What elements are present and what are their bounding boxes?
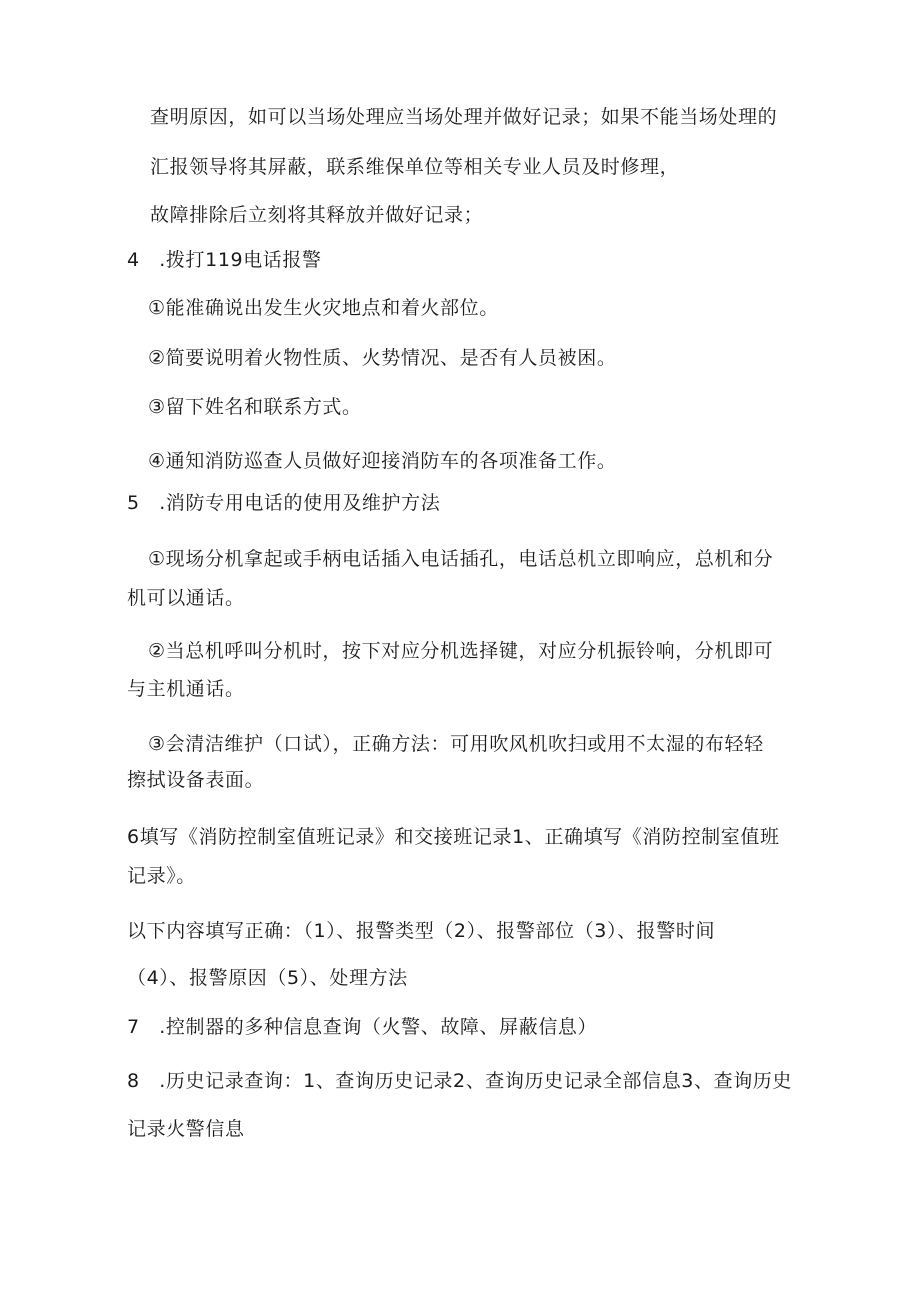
section-heading: 4 .拨打119电话报警 (127, 249, 322, 271)
section-heading-continuation: 记录火警信息 (127, 1118, 245, 1140)
list-item: ②简要说明着火物性质、火势情况、是否有人员被困。 (148, 347, 617, 369)
paragraph-line: 查明原因，如可以当场处理应当场处理并做好记录；如果不能当场处理的 (150, 106, 778, 128)
list-item: ③会清洁维护（口试），正确方法：可用吹风机吹扫或用不太湿的布轻轻 (148, 733, 764, 755)
list-item: ④通知消防巡查人员做好迎接消防车的各项准备工作。 (148, 450, 617, 472)
paragraph-line: 故障排除后立刻将其释放并做好记录； (150, 204, 484, 226)
paragraph-line: 汇报领导将其屏蔽，联系维保单位等相关专业人员及时修理， (150, 156, 680, 178)
list-item: ①现场分机拿起或手柄电话插入电话插孔，电话总机立即响应，总机和分 (148, 548, 774, 570)
section-heading: 8 .历史记录查询：1、查询历史记录2、查询历史记录全部信息3、查询历史 (127, 1070, 792, 1092)
list-item-continuation: 机可以通话。 (127, 587, 245, 609)
list-item: ②当总机呼叫分机时，按下对应分机选择键，对应分机振铃响，分机即可 (148, 640, 774, 662)
list-item-continuation: 与主机通话。 (127, 678, 245, 700)
paragraph-line: （4）、报警原因（5）、处理方法 (127, 967, 408, 989)
paragraph-line: 以下内容填写正确：（1）、报警类型（2）、报警部位（3）、报警时间 (127, 920, 716, 942)
section-heading: 7 .控制器的多种信息查询（火警、故障、屏蔽信息） (127, 1016, 598, 1038)
section-heading: 5 .消防专用电话的使用及维护方法 (127, 492, 441, 514)
list-item: ③留下姓名和联系方式。 (148, 396, 362, 418)
list-item-continuation: 擦拭设备表面。 (127, 769, 265, 791)
list-item: ①能准确说出发生火灾地点和着火部位。 (148, 297, 499, 319)
section-heading-continuation: 记录》。 (127, 865, 196, 887)
section-heading: 6填写《消防控制室值班记录》和交接班记录1、正确填写《消防控制室值班 (127, 826, 780, 848)
